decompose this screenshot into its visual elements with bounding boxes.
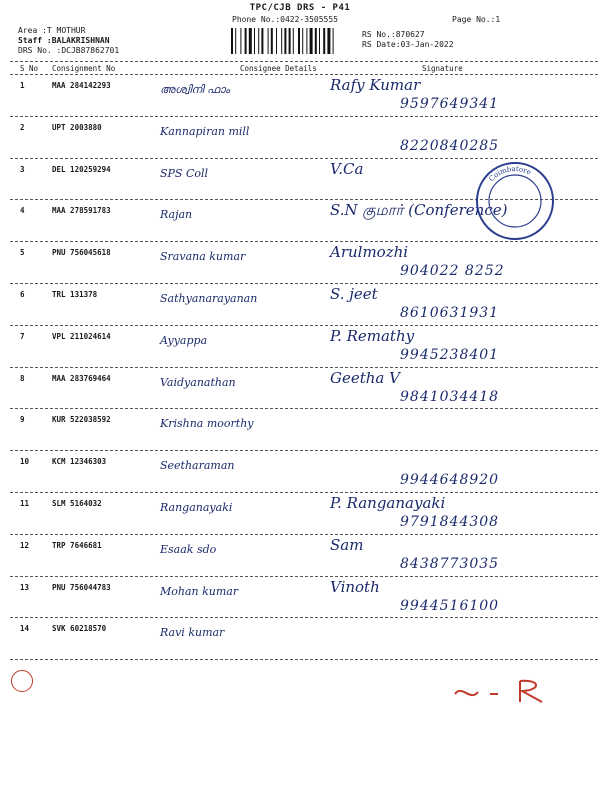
document-title: TPC/CJB DRS - P41 — [249, 3, 351, 13]
header-rule-top — [10, 61, 598, 62]
consignment-number: KCM 12346303 — [52, 457, 107, 467]
receiver-name: P. Ranganayaki — [330, 494, 446, 512]
rs-number: RS No.:870627 — [362, 30, 425, 39]
receiver-name: Vinoth — [330, 577, 380, 596]
row-serial-number: 3 — [20, 164, 25, 174]
barcode-bar — [231, 28, 233, 54]
receiver-name: Geetha V — [330, 368, 400, 387]
consignment-number: TRP 7646681 — [52, 540, 102, 550]
drs-number: DRS No. :DCJB87862701 — [18, 46, 120, 55]
staff-label: Staff :BALAKRISHNAN — [18, 36, 110, 45]
barcode-bar — [333, 28, 334, 54]
row-serial-number: 6 — [20, 290, 25, 299]
col-consignee: Consignee Details — [240, 64, 317, 73]
seal-text: Coimbatore — [487, 164, 533, 184]
row-serial-number: 14 — [20, 624, 30, 634]
row-divider — [10, 617, 598, 618]
barcode-bar — [293, 28, 294, 54]
receiver-name: Sam — [330, 535, 364, 554]
area-label: Area :T MOTHUR — [18, 26, 86, 35]
consignee-name: SPS Coll — [160, 166, 209, 180]
barcode-bar — [289, 28, 291, 54]
receiver-phone: 9597649341 — [400, 96, 500, 112]
barcode-bar — [276, 28, 277, 54]
row-serial-number: 12 — [20, 540, 30, 550]
row-serial-number: 11 — [20, 499, 30, 508]
barcode-bar — [284, 28, 286, 54]
consignment-number: VPL 211024614 — [52, 331, 111, 341]
barcode-bar — [310, 28, 313, 54]
row-divider — [10, 576, 598, 577]
barcode-bar — [254, 28, 255, 54]
row-serial-number: 9 — [20, 415, 25, 425]
receiver-name: Rafy Kumar — [330, 76, 421, 94]
receiver-phone: 904022 8252 — [400, 263, 505, 280]
consignee-name: Mohan kumar — [160, 584, 239, 598]
receiver-name: S. jeet — [330, 285, 378, 303]
barcode-bar — [319, 28, 320, 54]
receiver-phone: 9944648920 — [400, 472, 500, 489]
consignment-number: DEL 120259294 — [52, 164, 111, 174]
barcode-bar — [235, 28, 236, 54]
receiver-phone: 8220840285 — [400, 137, 500, 154]
barcode-bar — [302, 28, 303, 54]
consignment-number: KUR 522038592 — [52, 415, 111, 425]
consignment-number: MAA 283769464 — [52, 373, 111, 383]
consignee-name: Krishna moorthy — [160, 417, 254, 431]
receiver-phone: 9945238401 — [400, 346, 500, 363]
row-serial-number: 2 — [20, 122, 25, 132]
page-number: Page No.:1 — [452, 15, 501, 24]
barcode-bar — [249, 28, 252, 54]
consignee-name: Ravi kumar — [160, 626, 225, 640]
receiver-phone: 9944516100 — [400, 597, 500, 614]
row-serial-number: 4 — [20, 206, 25, 216]
consignment-number: SVK 60218570 — [52, 624, 107, 634]
row-divider — [10, 408, 598, 409]
barcode-bar — [240, 28, 241, 54]
red-signature-mark — [450, 676, 560, 706]
receiver-phone: 9791844308 — [400, 514, 500, 530]
rs-date: RS Date:03-Jan-2022 — [362, 40, 454, 49]
barcode-bar — [258, 28, 259, 54]
consignee-name: Seetharaman — [160, 459, 235, 473]
row-divider — [10, 450, 598, 451]
barcode-bar — [245, 28, 247, 54]
consignee-name: Vaidyanathan — [160, 375, 236, 389]
row-divider — [10, 283, 598, 284]
receiver-name: S.N குமார் (Conference) — [330, 201, 508, 220]
col-sno: S No — [20, 64, 39, 73]
row-divider — [10, 492, 598, 493]
row-serial-number: 8 — [20, 373, 25, 383]
row-serial-number: 1 — [20, 81, 25, 90]
consignee-name: Esaak sdo — [160, 542, 217, 556]
barcode-bar — [298, 28, 300, 54]
barcode — [229, 28, 357, 54]
row-divider — [10, 534, 598, 535]
consignment-number: UPT 2003880 — [52, 122, 102, 132]
row-serial-number: 7 — [20, 331, 25, 341]
row-divider — [10, 659, 598, 660]
consignment-number: PNU 756045618 — [52, 248, 111, 258]
consignee-name: Ayyappa — [160, 333, 208, 347]
receiver-phone: 9841034418 — [400, 388, 500, 405]
company-seal — [474, 160, 556, 242]
row-divider — [10, 367, 598, 368]
consignee-name: Ranganayaki — [160, 501, 233, 514]
receiver-name: Arulmozhi — [330, 243, 409, 262]
barcode-bar — [268, 28, 269, 54]
barcode-bar — [261, 28, 263, 54]
consignment-number: SLM 5164032 — [52, 499, 102, 508]
consignee-name: Sravana kumar — [160, 250, 246, 264]
row-divider — [10, 116, 598, 117]
barcode-bar — [306, 28, 307, 54]
row-serial-number: 5 — [20, 248, 25, 258]
barcode-bar — [315, 28, 317, 54]
row-serial-number: 13 — [20, 582, 30, 592]
consignment-number: MAA 284142293 — [52, 81, 111, 90]
barcode-bar — [281, 28, 282, 54]
barcode-bar — [323, 28, 325, 54]
barcode-bar — [271, 28, 273, 54]
phone-number: Phone No.:0422-3505555 — [232, 15, 338, 24]
row-divider — [10, 158, 598, 159]
col-consignment: Consignment No — [52, 64, 116, 73]
col-signature: Signature — [422, 64, 463, 73]
consignment-number: TRL 131378 — [52, 290, 98, 299]
consignee-name: Rajan — [160, 208, 193, 222]
barcode-bar — [327, 28, 330, 54]
receiver-name: P. Remathy — [330, 326, 415, 345]
receiver-phone: 8610631931 — [400, 305, 500, 321]
row-serial-number: 10 — [20, 457, 30, 467]
row-divider — [10, 325, 598, 326]
consignment-number: PNU 756044783 — [52, 582, 111, 592]
consignee-name: Kannapiran mill — [160, 124, 250, 138]
receiver-name: V.Ca — [330, 159, 364, 178]
receiver-phone: 8438773035 — [400, 555, 500, 572]
consignment-number: MAA 278591783 — [52, 206, 111, 216]
consignee-name: അശ്വിനി ഫാം — [160, 83, 230, 96]
consignee-name: Sathyanarayanan — [160, 292, 258, 305]
row-14-circle-mark — [11, 670, 33, 692]
header-rule-bottom — [10, 74, 598, 75]
